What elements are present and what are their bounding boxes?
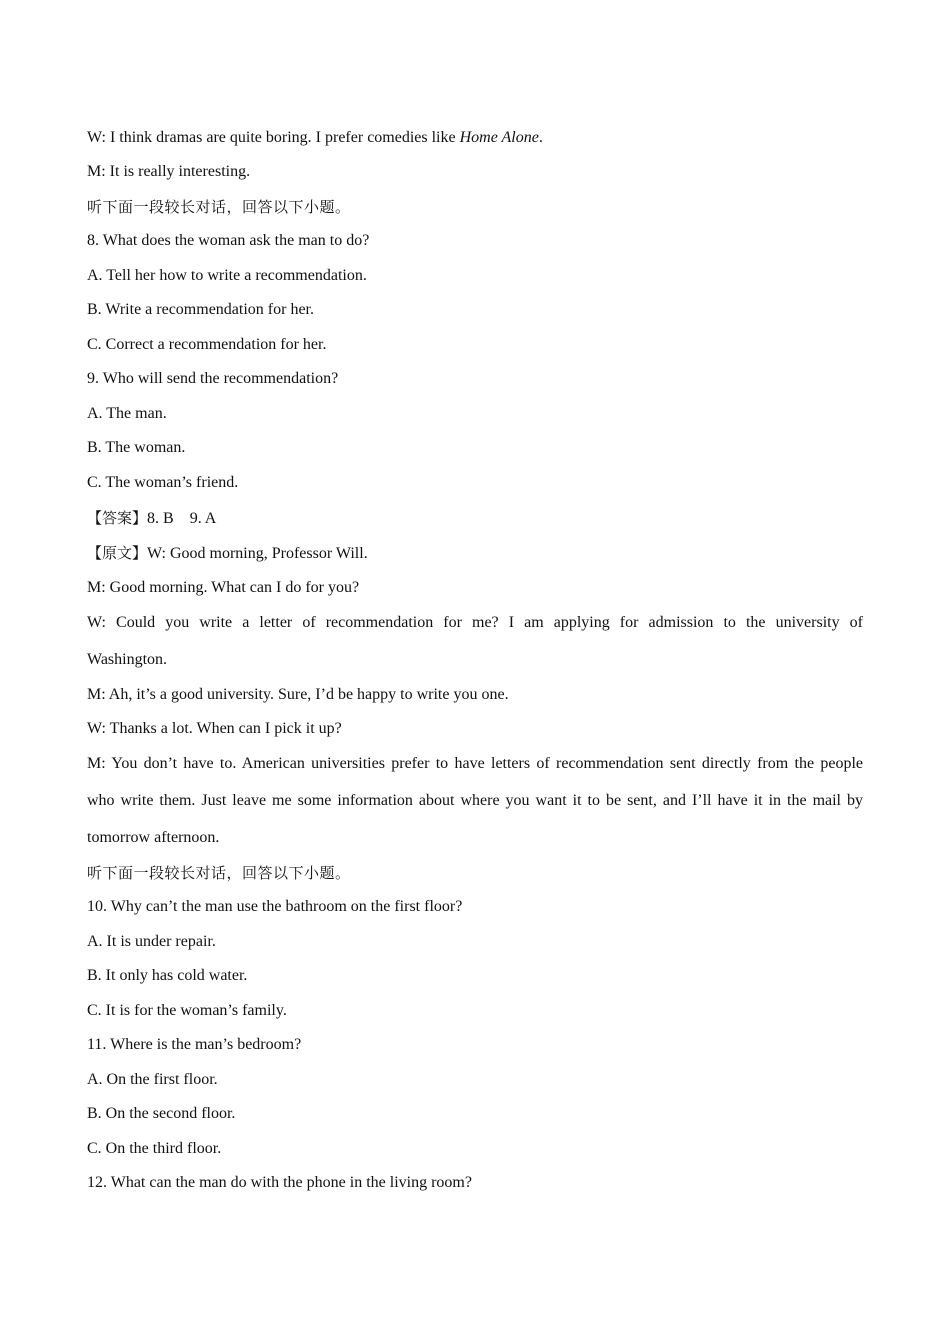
question-8-option-c: C. Correct a recommendation for her.	[87, 336, 327, 353]
question-10-option-c: C. It is for the woman’s family.	[87, 1002, 287, 1019]
question-10-option-b: B. It only has cold water.	[87, 967, 248, 984]
transcript-line-4: M: Ah, it’s a good university. Sure, I’d be happy to write you one.	[87, 686, 509, 703]
question-11-option-a: A. On the first floor.	[87, 1071, 218, 1088]
dialogue-line-woman	[87, 128, 863, 148]
question-8: 8. What does the woman ask the man to do?	[87, 232, 370, 249]
movie-title: Home Alone	[459, 129, 539, 146]
transcript-line-3b: Washington.	[87, 651, 168, 668]
transcript-line-6b: who write them. Just leave me some information about where you want it to be sent, and I’ll have it in the mail by	[87, 792, 863, 809]
transcript-line-6a: M: You don’t have to. American universities prefer to have letters of recommendation sent directly from the people	[87, 755, 863, 772]
question-12: 12. What can the man do with the phone in the living room?	[87, 1174, 472, 1191]
question-9: 9. Who will send the recommendation?	[87, 370, 339, 387]
transcript-text: W: Good morning, Professor Will.	[147, 545, 368, 562]
question-11: 11. Where is the man’s bedroom?	[87, 1036, 302, 1053]
dialogue-line-man: M: It is really interesting.	[87, 163, 251, 180]
question-8-option-a: A. Tell her how to write a recommendation.	[87, 267, 367, 284]
question-8-option-b: B. Write a recommendation for her.	[87, 301, 314, 318]
question-9-option-a: A. The man.	[87, 405, 167, 422]
question-11-option-b: B. On the second floor.	[87, 1105, 236, 1122]
transcript-line-6c: tomorrow afternoon.	[87, 829, 220, 846]
section-instruction-2: 听下面一段较长对话，回答以下小题。	[87, 864, 351, 882]
answer-line	[87, 508, 863, 529]
question-9-option-c: C. The woman’s friend.	[87, 474, 239, 491]
section-instruction: 听下面一段较长对话，回答以下小题。	[87, 198, 351, 216]
question-10-option-a: A. It is under repair.	[87, 933, 216, 950]
dialogue-text: W: I think dramas are quite boring. I prefer comedies like	[87, 129, 460, 146]
transcript-line-2: M: Good morning. What can I do for you?	[87, 579, 360, 596]
question-9-option-b: B. The woman.	[87, 439, 186, 456]
question-11-option-c: C. On the third floor.	[87, 1140, 222, 1157]
transcript-line-1	[87, 543, 863, 564]
question-10: 10. Why can’t the man use the bathroom on the first floor?	[87, 898, 463, 915]
transcript-label: 【原文】	[87, 544, 148, 562]
dialogue-text-end: .	[538, 129, 543, 146]
transcript-line-5: W: Thanks a lot. When can I pick it up?	[87, 720, 342, 737]
answer-label: 【答案】	[87, 509, 148, 527]
answer-text: 8. B 9. A	[147, 510, 217, 527]
transcript-line-3a: W: Could you write a letter of recommendation for me? I am applying for admission to the university of	[87, 614, 863, 631]
